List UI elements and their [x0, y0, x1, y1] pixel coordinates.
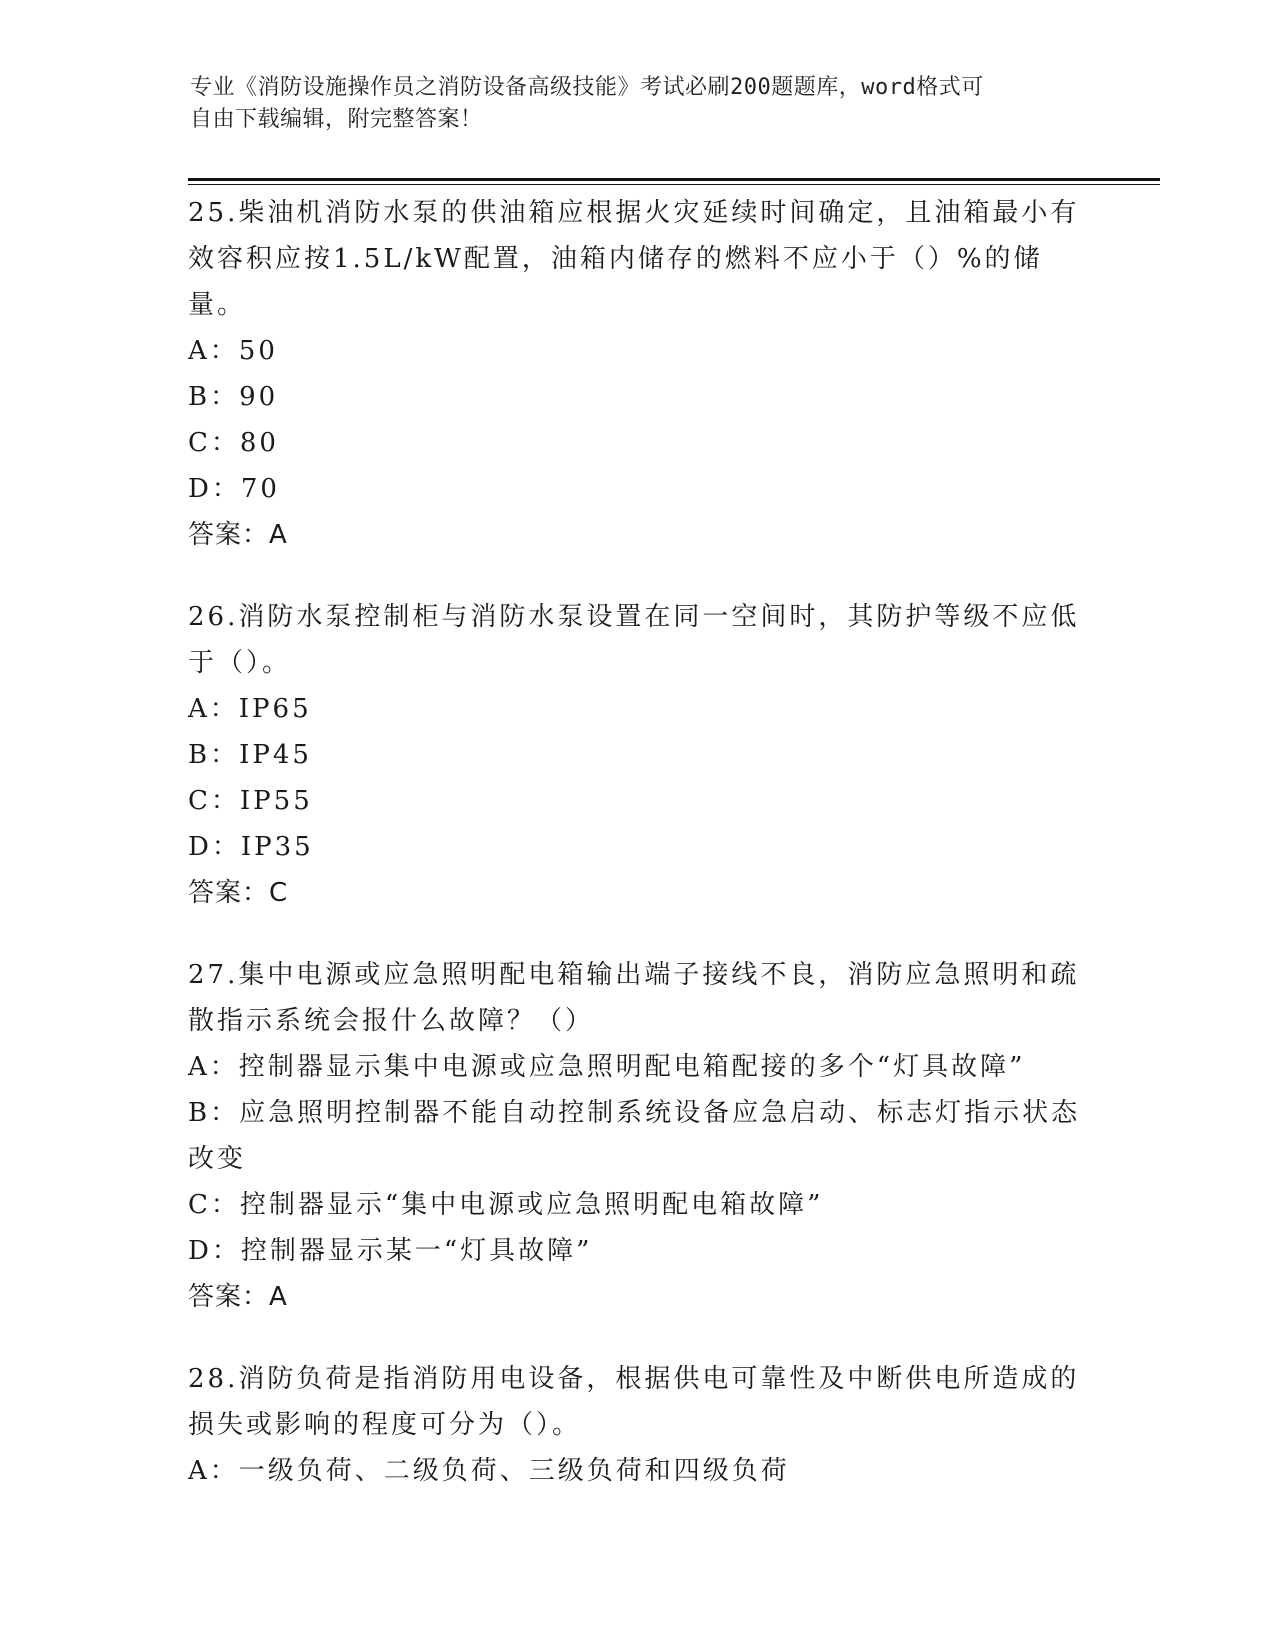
answer: 答案：A [188, 520, 288, 550]
header-divider-thick [188, 178, 1160, 181]
question-stem: 27.集中电源或应急照明配电箱输出端子接线不良，消防应急照明和疏散指示系统会报什么故障？（） [188, 960, 1080, 1036]
question-stem: 25.柴油机消防水泵的供油箱应根据火灾延续时间确定，且油箱最小有效容积应按1.5L/kW配置，油箱内储存的燃料不应小于（）%的储量。 [188, 198, 1080, 320]
question-27 [188, 952, 1088, 1320]
option-b: B：应急照明控制器不能自动控制系统设备应急启动、标志灯指示状态改变 [188, 1098, 1081, 1174]
question-25 [188, 190, 1088, 558]
option-d: D：70 [188, 474, 280, 504]
option-a: A：控制器显示集中电源或应急照明配电箱配接的多个“灯具故障” [188, 1052, 1026, 1082]
option-c: C：控制器显示“集中电源或应急照明配电箱故障” [188, 1190, 824, 1220]
option-a: A：IP65 [188, 694, 312, 724]
question-stem: 26.消防水泵控制柜与消防水泵设置在同一空间时，其防护等级不应低于（）。 [188, 602, 1080, 678]
question-stem: 28.消防负荷是指消防用电设备，根据供电可靠性及中断供电所造成的损失或影响的程度可分为（）。 [188, 1364, 1080, 1440]
option-a: A：一级负荷、二级负荷、三级负荷和四级负荷 [188, 1456, 790, 1486]
option-b: B：90 [188, 382, 279, 412]
header-line-1: 专业《消防设施操作员之消防设备高级技能》考试必刷200题题库，word格式可 [190, 75, 984, 100]
question-26 [188, 594, 1088, 916]
option-c: C：80 [188, 428, 279, 458]
question-28 [188, 1356, 1088, 1494]
answer: 答案：C [188, 878, 289, 908]
option-d: D：控制器显示某一“灯具故障” [188, 1236, 593, 1266]
header-divider-thin [188, 184, 1160, 185]
option-d: D：IP35 [188, 832, 314, 862]
option-c: C：IP55 [188, 786, 313, 816]
question-list [188, 190, 1088, 1530]
header-line-2: 自由下载编辑，附完整答案！ [190, 107, 483, 132]
document-header [190, 72, 1070, 136]
option-b: B：IP45 [188, 740, 312, 770]
answer: 答案：A [188, 1282, 288, 1312]
option-a: A：50 [188, 336, 278, 366]
